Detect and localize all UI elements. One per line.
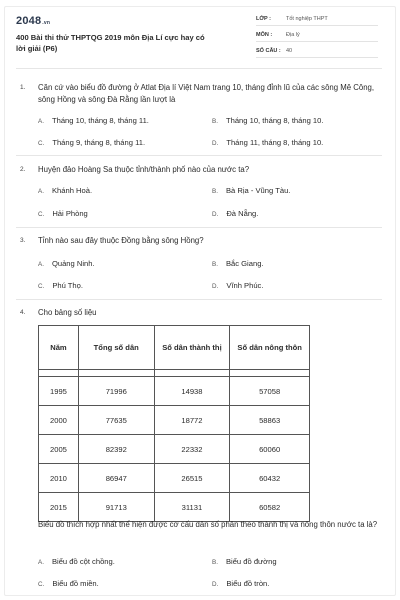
table-cell: 2005 xyxy=(39,435,79,464)
question-number: 4. xyxy=(20,309,26,316)
table-cell: 82392 xyxy=(78,435,154,464)
question-text: Biểu đồ thích hợp nhất thể hiện được cơ cấu dân số phân theo thành thị và nông thôn nước ta là? xyxy=(38,520,378,529)
table-cell: 31131 xyxy=(154,493,230,522)
option-4d[interactable]: D. Biểu đồ tròn. xyxy=(212,579,270,588)
option-1a[interactable]: A. Tháng 10, tháng 8, tháng 11. xyxy=(38,116,149,125)
option-3d[interactable]: D. Vĩnh Phúc. xyxy=(212,281,264,290)
meta-value: 40 xyxy=(286,48,293,54)
table-cell: 2015 xyxy=(39,493,79,522)
table-cell: 77635 xyxy=(78,406,154,435)
site-logo[interactable] xyxy=(16,15,50,27)
meta-class xyxy=(256,14,378,26)
question-text: Huyện đảo Hoàng Sa thuộc tỉnh/thành phố nào của nước ta? xyxy=(38,165,250,174)
header-divider xyxy=(16,68,382,69)
question-number: 1. xyxy=(20,84,26,91)
table-row xyxy=(39,406,310,435)
option-3a[interactable]: A. Quảng Ninh. xyxy=(38,259,95,268)
option-2b[interactable]: B. Bà Rịa - Vũng Tàu. xyxy=(212,186,291,195)
table-row xyxy=(39,464,310,493)
option-1b[interactable]: B. Tháng 10, tháng 8, tháng 10. xyxy=(212,116,324,125)
question-number: 2. xyxy=(20,166,26,173)
logo-text: 2048 xyxy=(16,15,42,27)
table-row xyxy=(39,435,310,464)
question-divider xyxy=(16,299,382,300)
population-table xyxy=(38,325,310,522)
question-text: Cho bảng số liệu xyxy=(38,308,97,317)
table-cell: 91713 xyxy=(78,493,154,522)
meta-value: Địa lý xyxy=(286,32,300,38)
table-cell: 14938 xyxy=(154,377,230,406)
option-3c[interactable]: C. Phú Thọ. xyxy=(38,281,83,290)
table-header: Tổng số dân xyxy=(78,326,154,370)
option-4c[interactable]: C. Biểu đồ miền. xyxy=(38,579,99,588)
table-header: Số dân nông thôn xyxy=(230,326,310,370)
meta-subject xyxy=(256,30,378,42)
question-number: 3. xyxy=(20,237,26,244)
option-2c[interactable]: C. Hải Phòng xyxy=(38,209,88,218)
option-4b[interactable]: B. Biểu đồ đường xyxy=(212,557,277,566)
meta-value: Tốt nghiệp THPT xyxy=(286,16,328,22)
table-cell: 2010 xyxy=(39,464,79,493)
meta-key: MÔN : xyxy=(256,32,273,38)
table-cell: 71996 xyxy=(78,377,154,406)
table-row xyxy=(39,377,310,406)
table-cell: 60582 xyxy=(230,493,310,522)
table-cell: 26515 xyxy=(154,464,230,493)
meta-question-count xyxy=(256,46,378,58)
option-2a[interactable]: A. Khánh Hoà. xyxy=(38,186,93,195)
option-1c[interactable]: C. Tháng 9, tháng 8, tháng 11. xyxy=(38,138,146,147)
table-header: Năm xyxy=(39,326,79,370)
option-3b[interactable]: B. Bắc Giang. xyxy=(212,259,264,268)
option-1d[interactable]: D. Tháng 11, tháng 8, tháng 10. xyxy=(212,138,324,147)
table-cell: 22332 xyxy=(154,435,230,464)
table-cell: 58863 xyxy=(230,406,310,435)
question-text: Căn cứ vào biểu đồ đường ở Atlat Địa lí Việt Nam trang 10, tháng đỉnh lũ của các sông Mê Công, sông Hồng và sông Đà Rằng lần lượt là xyxy=(38,83,375,104)
question-divider xyxy=(16,155,382,156)
table-cell: 57058 xyxy=(230,377,310,406)
table-cell: 60060 xyxy=(230,435,310,464)
table-row xyxy=(39,493,310,522)
table-cell: 18772 xyxy=(154,406,230,435)
question-divider xyxy=(16,227,382,228)
meta-key: SỐ CÂU : xyxy=(256,48,281,54)
document-title: 400 Bài thi thử THPTQG 2019 môn Địa Lí cực hay có lời giải (P6) xyxy=(16,33,205,53)
table-cell: 86947 xyxy=(78,464,154,493)
logo-suffix: .vn xyxy=(42,20,51,26)
option-2d[interactable]: D. Đà Nẵng. xyxy=(212,209,259,218)
table-cell: 60432 xyxy=(230,464,310,493)
table-cell: 1995 xyxy=(39,377,79,406)
option-4a[interactable]: A. Biểu đồ cột chồng. xyxy=(38,557,115,566)
table-header: Số dân thành thị xyxy=(154,326,230,370)
meta-key: LỚP : xyxy=(256,16,271,22)
table-cell: 2000 xyxy=(39,406,79,435)
question-text: Tỉnh nào sau đây thuộc Đồng bằng sông Hồng? xyxy=(38,236,204,245)
table-header-row xyxy=(39,326,310,370)
